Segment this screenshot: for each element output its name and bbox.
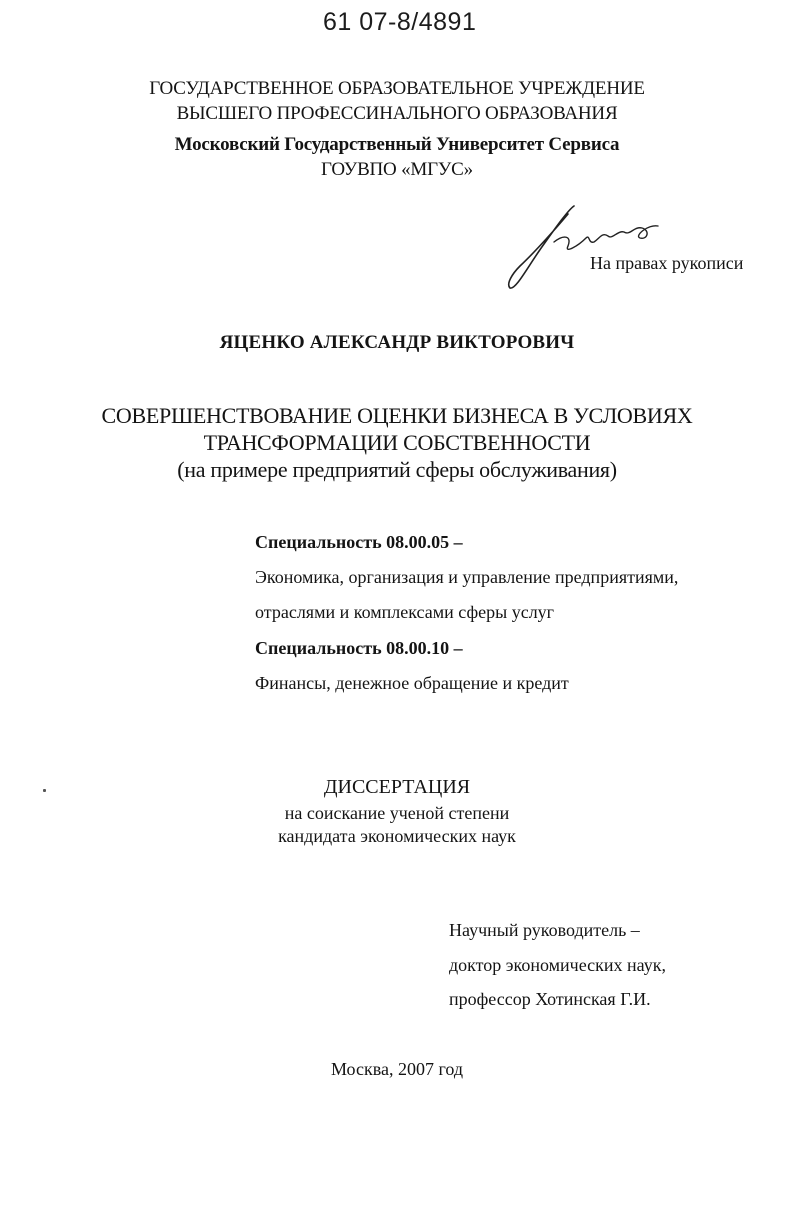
university-name: Московский Государственный Университет Сервиса [174, 134, 620, 155]
handwritten-signature [498, 196, 688, 296]
supervisor-line-2: доктор экономических наук, [449, 955, 666, 975]
degree-line-2: кандидата экономических наук [278, 826, 516, 846]
institution-line-2: ВЫСШЕГО ПРОФЕССИНАЛЬНОГО ОБРАЗОВАНИЯ [176, 103, 618, 124]
manuscript-rights-note: На правах рукописи [590, 253, 744, 273]
place-and-year: Москва, 2007 год [330, 1059, 464, 1079]
document-type: ДИССЕРТАЦИЯ [323, 776, 471, 798]
specialty-description-2: Финансы, денежное обращение и кредит [255, 673, 569, 693]
specialty-description-1-line-1: Экономика, организация и управление предприятиями, [255, 567, 679, 587]
supervisor-line-3: профессор Хотинская Г.И. [449, 989, 651, 1009]
specialty-code-2: Специальность 08.00.10 – [255, 638, 463, 658]
specialty-code-1: Специальность 08.00.05 – [255, 532, 463, 552]
dissertation-title-line-2: ТРАНСФОРМАЦИИ СОБСТВЕННОСТИ [203, 430, 591, 455]
dissertation-title-line-1: СОВЕРШЕНСТВОВАНИЕ ОЦЕНКИ БИЗНЕСА В УСЛОВИЯХ [101, 403, 693, 428]
dissertation-subtitle: (на примере предприятий сферы обслуживания) [177, 457, 617, 482]
author-name: ЯЦЕНКО АЛЕКСАНДР ВИКТОРОВИЧ [219, 332, 575, 353]
specialty-description-1-line-2: отраслями и комплексами сферы услуг [255, 602, 555, 622]
university-abbreviation: ГОУВПО «МГУС» [321, 159, 473, 180]
institution-line-1: ГОСУДАРСТВЕННОЕ ОБРАЗОВАТЕЛЬНОЕ УЧРЕЖДЕНИЕ [149, 78, 645, 99]
archive-stamp-number: 61 07-8/4891 [323, 8, 477, 36]
supervisor-line-1: Научный руководитель – [449, 920, 640, 940]
degree-line-1: на соискание ученой степени [284, 803, 510, 823]
